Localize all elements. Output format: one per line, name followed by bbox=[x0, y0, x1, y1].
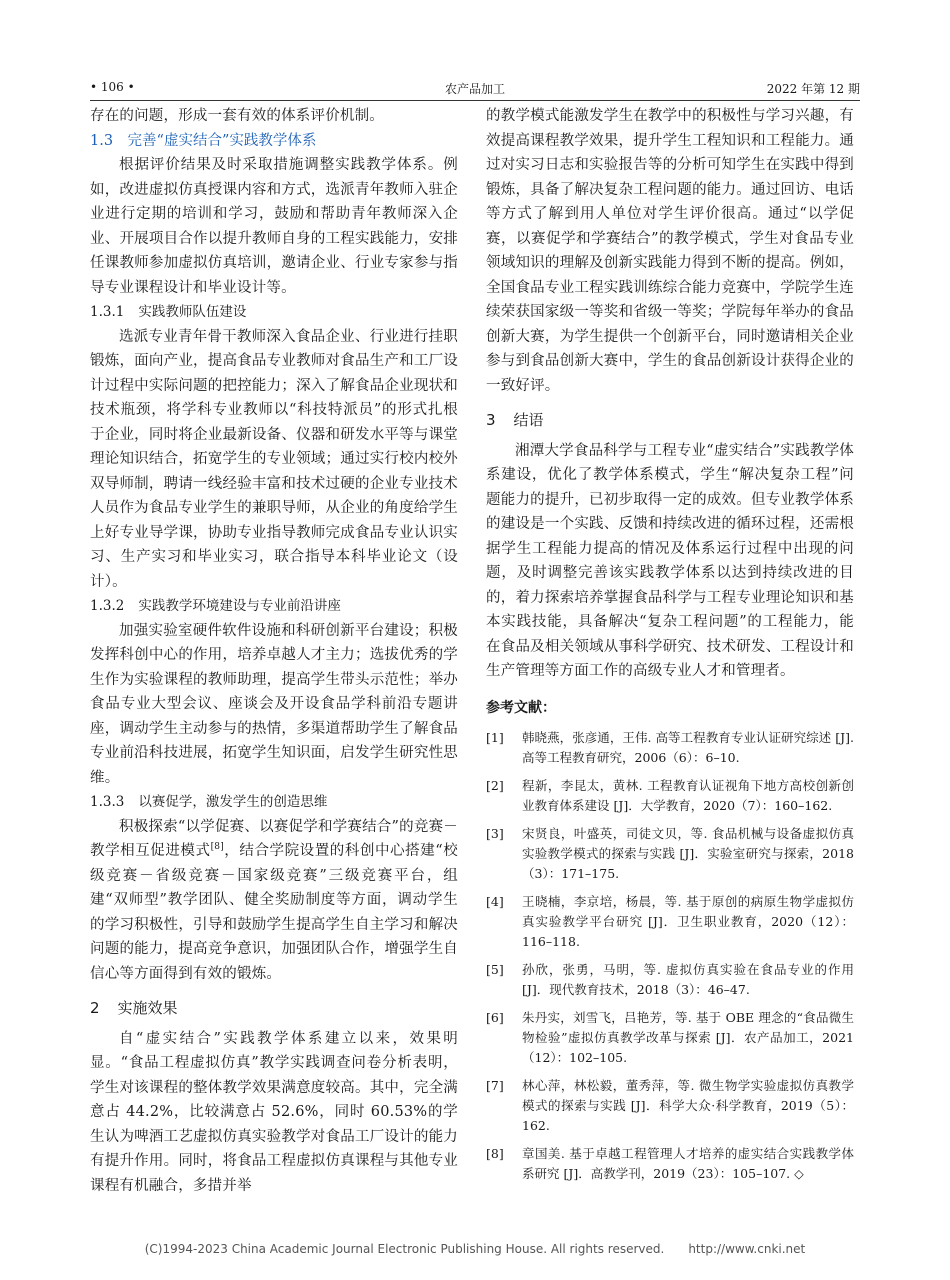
journal-name: 农产品加工 bbox=[444, 82, 505, 96]
paragraph-text: ，结合学院设置的科创中心搭建“校级竞赛－省级竞赛－国家级竞赛”三级竞赛平台，组建“双师型”教学团队、健全奖励制度等方面，调动学生的学习积极性，引导和鼓励学生提高学生自主学习和解决问题的能力，提高竞争意识，加强团队合作，增强学生自信心等方面得到有效的锻炼。 bbox=[90, 843, 458, 982]
reference-number: [1] bbox=[486, 729, 504, 745]
reference-item bbox=[486, 776, 854, 816]
reference-text: 宋贤良，叶盛英，司徒文贝，等. 食品机械与设备虚拟仿真实验教学模式的探索与实践 [J]．实验室研究与探索，2018（3）：171–175. bbox=[522, 825, 854, 881]
reference-item bbox=[486, 728, 854, 768]
reference-item bbox=[486, 960, 854, 1000]
reference-list bbox=[486, 728, 854, 1184]
section-number: 2 bbox=[90, 999, 100, 1017]
paragraph: 根据评价结果及时采取措施调整实践教学体系。例如，改进虚拟仿真授课内容和方式，选派青年教师入驻企业进行定期的培训和学习，鼓励和帮助青年教师深入企业、开展项目合作以提升教师自身的工程实践能力，安排任课教师参加虚拟仿真培训，邀请企业、行业专家参与指导专业课程设计和毕业设计等。 bbox=[90, 157, 458, 296]
reference-number: [7] bbox=[486, 1077, 504, 1093]
page-header bbox=[90, 78, 860, 101]
paragraph: 自“虚实结合”实践教学体系建立以来，效果明显。“食品工程虚拟仿真”教学实践调查问卷分析表明，学生对该课程的整体教学效果满意度较高。其中，完全满意占 44.2%，比较满意占 52.6%，同时 60.53%的学生认为啤酒工艺虚拟仿真实验教学对食品工厂设计的能力有提升作用。同时，将食品工程虚拟仿真课程与其他专业课程有机融合，多措并举 bbox=[90, 1030, 458, 1194]
reference-number: [8] bbox=[486, 1145, 504, 1161]
subsection-heading-1-3-3 bbox=[90, 790, 458, 815]
reference-number: [5] bbox=[486, 961, 504, 977]
reference-text: 王晓楠，李京培，杨晨，等. 基于原创的病原生物学虚拟仿真实验教学平台研究 [J]．卫生职业教育，2020（12）：116–118. bbox=[522, 893, 854, 949]
page-number: • 106 • bbox=[90, 80, 135, 94]
section-number: 3 bbox=[486, 411, 496, 429]
reference-text: 朱丹实，刘雪飞，吕艳芳，等. 基于 OBE 理念的“食品微生物检验”虚拟仿真教学改革与探索 [J]．农产品加工，2021（12）：102–105. bbox=[522, 1009, 854, 1065]
paragraph: 选派专业青年骨干教师深入食品企业、行业进行挂职锻炼，面向产业，提高食品专业教师对食品生产和工厂设计过程中实际问题的把控能力；深入了解食品企业现状和技术瓶颈，将学科专业教师以“科技特派员”的形式扎根于企业，同时将企业最新设备、仪器和研发水平等与课堂理论知识结合，拓宽学生的专业领域；通过实行校内校外双导师制，聘请一线经验丰富和技术过硬的企业专业技术人员作为食品专业学生的兼职导师，从企业的角度给学生上好专业导学课，协助专业指导教师完成食品专业认识实习、生产实习和毕业实习，联合指导本科毕业论文（设计）。 bbox=[90, 328, 458, 590]
subsection-heading-1-3-1 bbox=[90, 300, 458, 325]
reference-text: 韩晓燕，张彦通，王伟. 高等工程教育专业认证研究综述 [J]. 高等工程教育研究，2006（6）：6–10. bbox=[522, 729, 854, 765]
subsection-title: 以赛促学，激发学生的创造思维 bbox=[138, 794, 328, 810]
paragraph: 湘潭大学食品科学与工程专业“虚实结合”实践教学体系建设，优化了教学体系模式，学生“解决复杂工程”问题能力的提升，已初步取得一定的成效。但专业教学体系的建设是一个实践、反馈和持续改进的循环过程，还需根据学生工程能力提高的情况及体系运行过程中出现的问题，及时调整完善该实践教学体系以达到持续改进的目的，着力探索培养掌握食品科学与工程专业理论知识和基本实践技能，具备解决“复杂工程问题”的工程能力，能在食品及相关领域从事科学研究、技术研发、工程设计和生产管理等方面工作的高级专业人才和管理者。 bbox=[486, 442, 854, 679]
right-column bbox=[486, 104, 854, 1249]
subsection-number: 1.3.3 bbox=[90, 794, 125, 810]
paragraph: 的教学模式能激发学生在教学中的积极性与学习兴趣，有效提高课程教学效果，提升学生工程知识和工程能力。通过对实习日志和实验报告等的分析可知学生在实践中得到锻炼，具备了解决复杂工程问题的能力。通过回访、电话等方式了解到用人单位对学生评价很高。通过“以学促赛，以赛促学和学赛结合”的教学模式，学生对食品专业领域知识的理解及创新实践能力得到不断的提高。例如，全国食品专业工程实践训练综合能力竞赛中，学院学生连续荣获国家级一等奖和省级一等奖；学院每年举办的食品创新大赛，为学生提供一个创新平台，同时邀请相关企业参与到食品创新大赛中，学生的食品创新设计获得企业的一致好评。 bbox=[486, 108, 854, 394]
reference-item bbox=[486, 892, 854, 952]
references-heading: 参考文献： bbox=[486, 699, 556, 716]
citation-superscript: [8] bbox=[210, 842, 224, 853]
reference-item bbox=[486, 824, 854, 884]
reference-number: [3] bbox=[486, 825, 504, 841]
reference-number: [4] bbox=[486, 893, 504, 909]
paragraph: 加强实验室硬件软件设施和科研创新平台建设；积极发挥科创中心的作用，培养卓越人才主力；选拔优秀的学生作为实验课程的教师助理，提高学生带头示范性；举办食品专业大型会议、座谈会及开设食品学科前沿专题讲座，调动学生主动参与的热情，多渠道帮助学生了解食品专业前沿科技进展，拓宽学生知识面，启发学生研究性思维。 bbox=[90, 622, 458, 786]
reference-number: [6] bbox=[486, 1009, 504, 1025]
subsection-title: 实践教师队伍建设 bbox=[138, 304, 247, 320]
section-title: 结语 bbox=[513, 411, 544, 429]
left-column bbox=[90, 104, 458, 1249]
paragraph: 存在的问题，形成一套有效的体系评价机制。 bbox=[90, 108, 384, 124]
section-heading-2 bbox=[90, 996, 458, 1021]
reference-item bbox=[486, 1144, 854, 1184]
reference-item bbox=[486, 1008, 854, 1068]
subsection-title: 实践教学环境建设与专业前沿讲座 bbox=[138, 598, 341, 614]
subsection-heading-1-3-2 bbox=[90, 594, 458, 619]
subsection-number: 1.3.2 bbox=[90, 598, 125, 614]
paragraph bbox=[90, 815, 458, 987]
section-heading-1-3: 1.3 完善“虚实结合”实践教学体系 bbox=[90, 132, 317, 149]
reference-text: 林心萍，林松毅，董秀萍，等. 微生物学实验虚拟仿真教学模式的探索与实践 [J]．科学大众·科学教育，2019（5）：162. bbox=[522, 1077, 854, 1133]
reference-text: 程新，李昆太，黄林. 工程教育认证视角下地方高校创新创业教育体系建设 [J]．大学教育，2020（7）：160–162. bbox=[522, 777, 854, 813]
reference-item bbox=[486, 1076, 854, 1136]
section-heading-3 bbox=[486, 408, 854, 433]
reference-number: [2] bbox=[486, 777, 504, 793]
subsection-number: 1.3.1 bbox=[90, 304, 125, 320]
reference-text: 孙欣，张勇，马明，等. 虚拟仿真实验在食品专业的作用 [J]．现代教育技术，2018（3）：46–47. bbox=[522, 961, 854, 997]
issue-label: 2022 年第 12 期 bbox=[766, 82, 860, 96]
section-title: 实施效果 bbox=[117, 999, 178, 1017]
copyright-footer: (C)1994-2023 China Academic Journal Electronic Publishing House. All rights reserved. http://www.cnki.net bbox=[144, 1242, 806, 1256]
reference-text: 章国美. 基于卓越工程管理人才培养的虚实结合实践教学体系研究 [J]．高教学刊，2019（23）：105–107. ◇ bbox=[522, 1145, 854, 1181]
paragraph-text: 积极探索“以学促赛、以赛促学和学赛结合”的竞赛－教学相互促进模式 bbox=[90, 818, 458, 859]
